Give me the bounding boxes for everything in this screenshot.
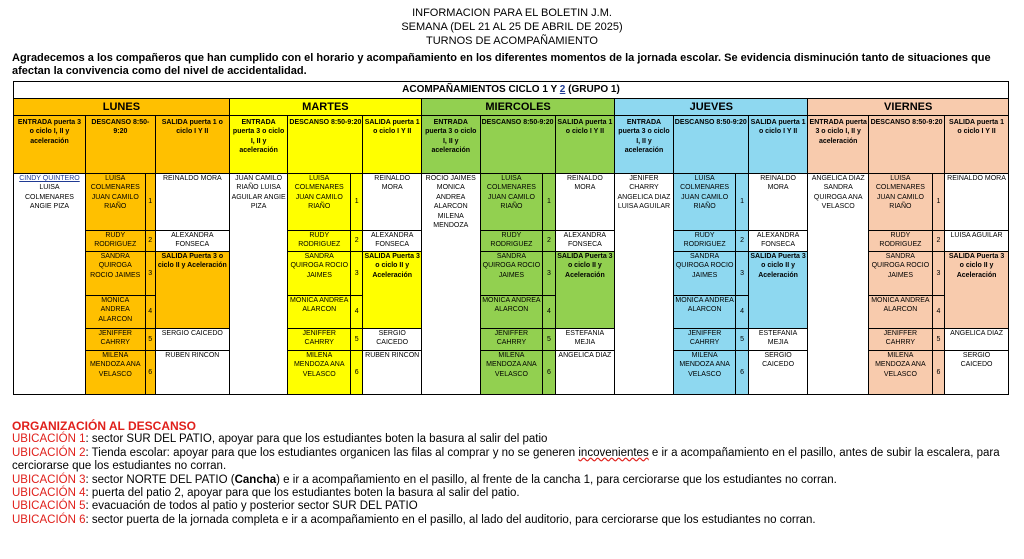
miercoles-entrada-header: ENTRADA puerta 3 o ciclo I, II y aceleración: [421, 116, 480, 174]
descanso-name: LUISA COLMENARES JUAN CAMILO RIAÑO: [85, 174, 145, 231]
descanso-name: SANDRA QUIROGA ROCIO JAIMES: [673, 252, 736, 296]
jueves-entrada-names: JENIFER CHARRY ANGELICA DIAZ LUISA AGUILAR: [615, 174, 674, 395]
ubicacion-text: : sector NORTE DEL PATIO (: [85, 473, 235, 486]
day-viernes: VIERNES: [808, 99, 1009, 116]
miercoles-entrada-names: ROCIO JAIMES MONICA ANDREA ALARCON MILENA MENDOZA: [421, 174, 480, 395]
organizacion-section: [12, 420, 1016, 527]
ubicacion-label: UBICACIÓN 5: [12, 500, 86, 513]
martes-descanso-header: DESCANSO 8:50-9:20: [288, 116, 363, 174]
descanso-name: LUISA COLMENARES JUAN CAMILO RIAÑO: [480, 174, 543, 231]
ubicacion-number: 1: [932, 174, 944, 231]
martes-entrada-names: JUAN CAMILO RIAÑO LUISA AGUILAR ANGIE PIZA: [229, 174, 288, 395]
ubicacion-number: 3: [736, 252, 748, 296]
ubicacion-text: : evacuación de todos al patio y posterior sector SUR DEL PATIO: [85, 500, 418, 513]
ubicacion-number: 4: [145, 296, 155, 329]
descanso-name: MONICA ANDREA ALARCON: [288, 296, 351, 329]
viernes-salida-header: SALIDA puerta 1 o ciclo I Y II: [945, 116, 1009, 174]
jueves-salida-header: SALIDA puerta 1 o ciclo I Y II: [748, 116, 808, 174]
salida-note: SALIDA Puerta 3 o ciclo II y Aceleración: [748, 252, 808, 329]
ubicacion-number: 2: [145, 231, 155, 252]
ubicacion-text: : Tienda escolar: apoyar para que los estudiantes organicen las filas al comprar y no se generen: [85, 446, 579, 459]
salida-name: SERGIO CAICEDO: [748, 351, 808, 395]
salida-name: REINALDO MORA: [945, 174, 1009, 231]
salida-name: ALEXANDRA FONSECA: [155, 231, 229, 252]
descanso-name: JENIFFER CAHRRY: [869, 329, 933, 351]
ubicacion-number: 3: [145, 252, 155, 296]
descanso-name: JENIFFER CAHRRY: [480, 329, 543, 351]
descanso-name: SANDRA QUIROGA ROCIO JAIMES: [288, 252, 351, 296]
day-lunes: LUNES: [14, 99, 230, 116]
ubicacion-label: UBICACIÓN 4: [12, 487, 86, 500]
descanso-name: MONICA ANDREA ALARCON: [673, 296, 736, 329]
day-miercoles: MIERCOLES: [421, 99, 614, 116]
salida-name: REINALDO MORA: [748, 174, 808, 231]
header-line-1: INFORMACION PARA EL BOLETIN J.M.: [412, 7, 612, 19]
ubicacion-text-misspelled: incovenientes: [578, 446, 649, 459]
salida-name: RUBEN RINCON: [363, 351, 422, 395]
salida-name: REINALDO MORA: [155, 174, 229, 231]
salida-name: ESTEFANIA MEJIA: [555, 329, 615, 351]
salida-name: REINALDO MORA: [363, 174, 422, 231]
descanso-name: RUDY RODRIGUEZ: [480, 231, 543, 252]
martes-salida-header: SALIDA puerta 1 o ciclo I Y II: [363, 116, 422, 174]
ubicacion-text-bold: Cancha: [234, 473, 277, 486]
lunes-descanso-header: DESCANSO 8:50-9:20: [85, 116, 155, 174]
ubicacion-number: 3: [351, 252, 363, 296]
jueves-entrada-header: ENTRADA puerta 3 o ciclo I, II y aceleración: [615, 116, 674, 174]
organizacion-title: ORGANIZACIÓN AL DESCANSO: [12, 419, 197, 433]
salida-name: ALEXANDRA FONSECA: [748, 231, 808, 252]
ubicacion-number: 3: [932, 252, 944, 296]
descanso-name: MONICA ANDREA ALARCON: [869, 296, 933, 329]
salida-note: SALIDA Puerta 3 o ciclo II y Aceleración: [945, 252, 1009, 329]
ubicacion-number: 3: [543, 252, 555, 296]
ubicacion-text: ) e ir a acompañamiento en el pasillo, al frente de la cancha 1, para cerciorarse que los estudiantes no corran.: [276, 473, 837, 486]
descanso-name: SANDRA QUIROGA ROCIO JAIMES: [480, 252, 543, 296]
lunes-entrada-names: [14, 174, 86, 395]
salida-note: SALIDA Puerta 3 o ciclo II y Aceleración: [155, 252, 229, 329]
salida-name: ALEXANDRA FONSECA: [555, 231, 615, 252]
ubicacion-text: : sector SUR DEL PATIO, apoyar para que los estudiantes boten la basura al salir del patio: [85, 433, 548, 446]
ubicacion-number: 1: [543, 174, 555, 231]
entrada-name: ANGIE PIZA: [29, 203, 70, 211]
martes-entrada-header: ENTRADA puerta 3 o ciclo I, II y aceleración: [229, 116, 288, 174]
day-martes: MARTES: [229, 99, 421, 116]
ubicacion-number: 5: [932, 329, 944, 351]
ubicacion-number: 5: [736, 329, 748, 351]
viernes-descanso-header: DESCANSO 8:50-9:20: [869, 116, 945, 174]
ubicacion-number: 4: [932, 296, 944, 329]
ubicacion-number: 4: [736, 296, 748, 329]
descanso-name: SANDRA QUIROGA ROCIO JAIMES: [85, 252, 145, 296]
ubicacion-number: 2: [932, 231, 944, 252]
ubicacion-number: 4: [543, 296, 555, 329]
descanso-name: LUISA COLMENARES JUAN CAMILO RIAÑO: [288, 174, 351, 231]
ubicacion-6: [12, 514, 1016, 527]
viernes-entrada-header: ENTRADA puerta 3 o ciclo I, II y aceleración: [808, 116, 869, 174]
miercoles-salida-header: SALIDA puerta 1 o ciclo I Y II: [555, 116, 615, 174]
miercoles-descanso-header: DESCANSO 8:50-9:20: [480, 116, 555, 174]
viernes-entrada-names: ANGELICA DIAZ SANDRA QUIROGA ANA VELASCO: [808, 174, 869, 395]
schedule-table: [13, 81, 1009, 395]
descanso-name: SANDRA QUIROGA ROCIO JAIMES: [869, 252, 933, 296]
jueves-descanso-header: DESCANSO 8:50-9:20: [673, 116, 748, 174]
ubicacion-label: UBICACIÓN 3: [12, 473, 86, 486]
ubicacion-5: [12, 500, 1016, 513]
ubicacion-label: UBICACIÓN 1: [12, 433, 86, 446]
ubicacion-number: 6: [145, 351, 155, 395]
table-title-part: ACOMPAÑAMIENTOS CICLO 1 Y: [402, 84, 560, 95]
salida-name: ESTEFANIA MEJIA: [748, 329, 808, 351]
salida-name: ANGELICA DIAZ: [555, 351, 615, 395]
ubicacion-label: UBICACIÓN 6: [12, 513, 86, 526]
intro-paragraph: Agradecemos a los compañeros que han cumplido con el horario y acompañamiento en los diferentes momentos de la jornada escolar. Se evidencia disminución tanto de situaciones que afectan la convivencia como del nivel de accidentalidad.: [12, 52, 991, 77]
ubicacion-number: 6: [543, 351, 555, 395]
descanso-name: RUDY RODRIGUEZ: [85, 231, 145, 252]
lunes-entrada-header: ENTRADA puerta 3 o ciclo I, II y aceleración: [14, 116, 86, 174]
ubicacion-text: e ir a acompañamiento en el pasillo, antes de subir la escalera, para cerciorarse que los estudiantes no corran.: [12, 446, 1000, 473]
ubicacion-3: [12, 474, 1016, 487]
descanso-name: JENIFFER CAHRRY: [85, 329, 145, 351]
descanso-name: RUDY RODRIGUEZ: [288, 231, 351, 252]
table-title: [14, 82, 1009, 99]
salida-name: REINALDO MORA: [555, 174, 615, 231]
salida-name: LUISA AGUILAR: [945, 231, 1009, 252]
descanso-name: RUDY RODRIGUEZ: [673, 231, 736, 252]
ubicacion-2: [12, 447, 1016, 474]
descanso-name: MILENA MENDOZA ANA VELASCO: [480, 351, 543, 395]
ubicacion-number: 2: [351, 231, 363, 252]
salida-name: RUBEN RINCON: [155, 351, 229, 395]
salida-name: SERGIO CAICEDO: [155, 329, 229, 351]
ubicacion-label: UBICACIÓN 2: [12, 446, 86, 459]
descanso-name: MILENA MENDOZA ANA VELASCO: [869, 351, 933, 395]
header-line-2: SEMANA (DEL 21 AL 25 DE ABRIL DE 2025): [401, 21, 623, 33]
descanso-name: MONICA ANDREA ALARCON: [480, 296, 543, 329]
ubicacion-number: 6: [351, 351, 363, 395]
ubicacion-number: 5: [543, 329, 555, 351]
entrada-name: LUISA COLMENARES: [24, 184, 74, 201]
salida-name: SERGIO CAICEDO: [945, 351, 1009, 395]
salida-name: ANGELICA DIAZ: [945, 329, 1009, 351]
entrada-name: CINDY QUINTERO: [19, 175, 80, 182]
ubicacion-1: [12, 433, 1016, 446]
salida-name: ALEXANDRA FONSECA: [363, 231, 422, 252]
ubicacion-number: 1: [351, 174, 363, 231]
ubicacion-number: 2: [736, 231, 748, 252]
ubicacion-number: 2: [543, 231, 555, 252]
ubicacion-text: : puerta del patio 2, apoyar para que los estudiantes boten la basura al salir del patio.: [85, 487, 520, 500]
descanso-name: MILENA MENDOZA ANA VELASCO: [673, 351, 736, 395]
descanso-name: MONICA ANDREA ALARCON: [85, 296, 145, 329]
ubicacion-text: : sector puerta de la jornada completa e ir a acompañamiento en el pasillo, al lado del auditorio, para cerciorarse que los estudiantes no corran.: [85, 513, 816, 526]
ubicacion-number: 5: [351, 329, 363, 351]
ubicacion-number: 6: [736, 351, 748, 395]
descanso-name: JENIFFER CAHRRY: [673, 329, 736, 351]
table-title-number: 2: [559, 84, 566, 95]
ubicacion-number: 4: [351, 296, 363, 329]
descanso-name: JENIFFER CAHRRY: [288, 329, 351, 351]
day-jueves: JUEVES: [615, 99, 808, 116]
ubicacion-number: 1: [145, 174, 155, 231]
ubicacion-number: 6: [932, 351, 944, 395]
salida-name: SERGIO CAICEDO: [363, 329, 422, 351]
salida-note: SALIDA Puerta 3 o ciclo II y Aceleración: [555, 252, 615, 329]
ubicacion-number: 5: [145, 329, 155, 351]
descanso-name: RUDY RODRIGUEZ: [869, 231, 933, 252]
descanso-name: MILENA MENDOZA ANA VELASCO: [288, 351, 351, 395]
ubicacion-4: [12, 487, 1016, 500]
ubicacion-number: 1: [736, 174, 748, 231]
header-line-3: TURNOS DE ACOMPAÑAMIENTO: [426, 35, 598, 47]
descanso-name: LUISA COLMENARES JUAN CAMILO RIAÑO: [869, 174, 933, 231]
descanso-name: MILENA MENDOZA ANA VELASCO: [85, 351, 145, 395]
lunes-salida-header: SALIDA puerta 1 o ciclo I Y II: [155, 116, 229, 174]
salida-note: SALIDA Puerta 3 o ciclo II y Aceleración: [363, 252, 422, 329]
table-title-group: (GRUPO 1): [565, 84, 620, 95]
descanso-name: LUISA COLMENARES JUAN CAMILO RIAÑO: [673, 174, 736, 231]
